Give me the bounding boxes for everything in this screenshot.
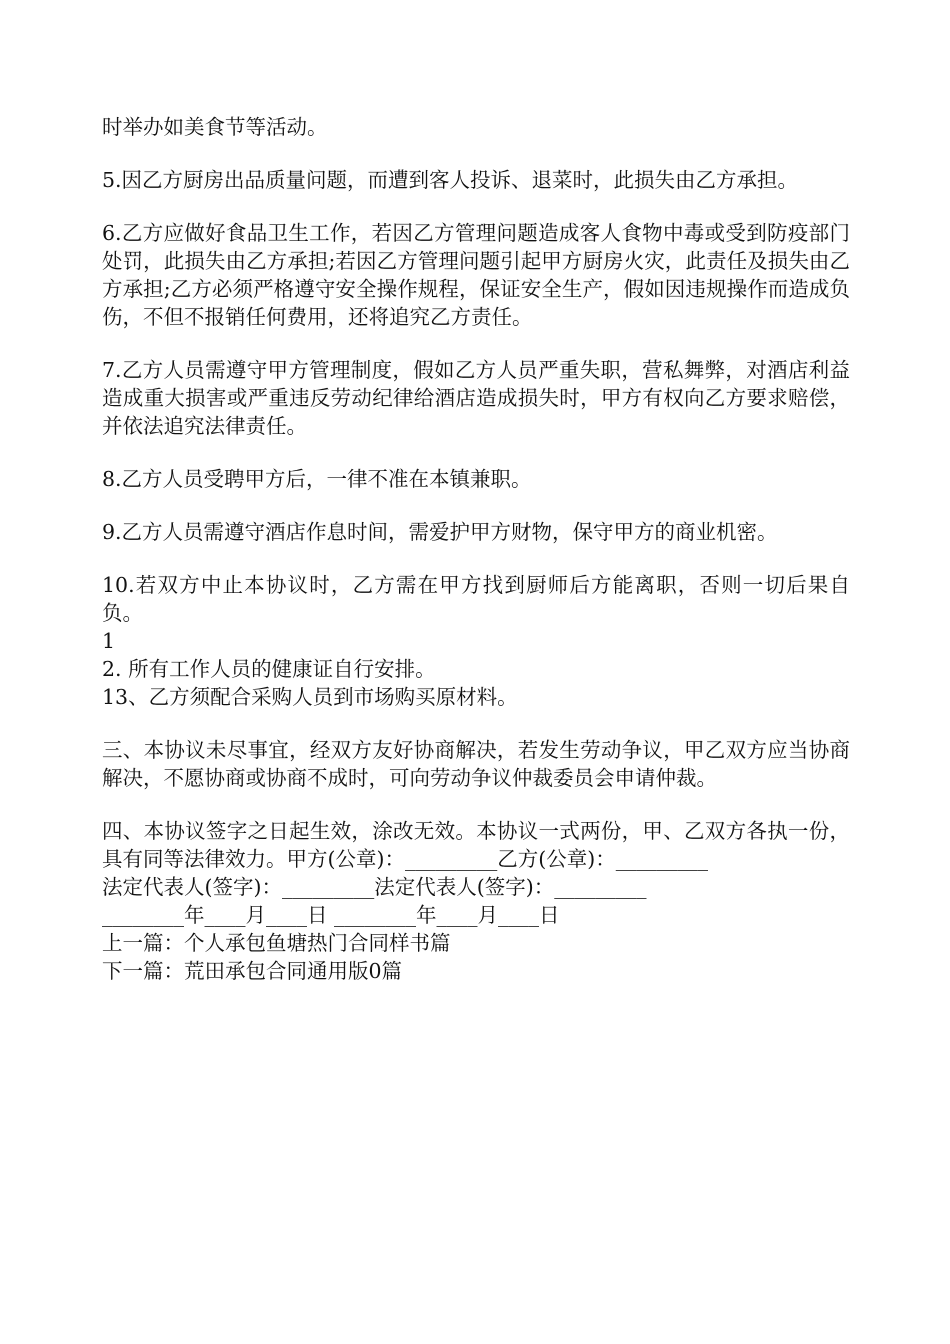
document-body (102, 113, 850, 985)
clause-7: 7.乙方人员需遵守甲方管理制度，假如乙方人员严重失职，营私舞弊，对酒店利益造成重大损害或严重违反劳动纪律给酒店造成损失时，甲方有权向乙方要求赔偿，并依法追究法律责任。 (102, 358, 850, 438)
clause-9: 9.乙方人员需遵守酒店作息时间，需爱护甲方财物，保守甲方的商业机密。 (102, 520, 778, 544)
clause-6: 6.乙方应做好食品卫生工作，若因乙方管理问题造成客人食物中毒或受到防疫部门处罚，此损失由乙方承担;若因乙方管理问题引起甲方厨房火灾，此责任及损失由乙方承担;乙方必须严格遵守安全操作规程，保证安全生产，假如因违规操作而造成负伤，不但不报销任何费用，还将追究乙方责任。 (102, 221, 850, 329)
section-four: 四、本协议签字之日起生效，涂改无效。本协议一式两份，甲、乙双方各执一份，具有同等法律效力。甲方(公章)：_________乙方(公章)：_________ (102, 819, 850, 871)
clause-8: 8.乙方人员受聘甲方后，一律不准在本镇兼职。 (102, 467, 532, 491)
clause-11: 1 (102, 629, 116, 653)
next-article-link[interactable]: 下一篇：荒田承包合同通用版0篇 (102, 959, 403, 983)
prev-article-link[interactable]: 上一篇：个人承包鱼塘热门合同样书篇 (102, 931, 451, 955)
clause-10: 10.若双方中止本协议时，乙方需在甲方找到厨师后方能离职，否则一切后果自负。 (102, 573, 850, 625)
signature-representatives: 法定代表人(签字)：_________法定代表人(签字)：_________ (102, 875, 647, 899)
clause-12: 2. 所有工作人员的健康证自行安排。 (102, 657, 436, 681)
signature-dates: ________年____月____日 ________年____月____日 (102, 903, 560, 927)
clause-13: 13、乙方须配合采购人员到市场购买原材料。 (102, 685, 518, 709)
section-three: 三、本协议未尽事宜，经双方友好协商解决，若发生劳动争议，甲乙双方应当协商解决，不愿协商或协商不成时，可向劳动争议仲裁委员会申请仲裁。 (102, 738, 850, 790)
clause-5: 5.因乙方厨房出品质量问题，而遭到客人投诉、退菜时，此损失由乙方承担。 (102, 168, 799, 192)
paragraph-continuation: 时举办如美食节等活动。 (102, 115, 328, 139)
